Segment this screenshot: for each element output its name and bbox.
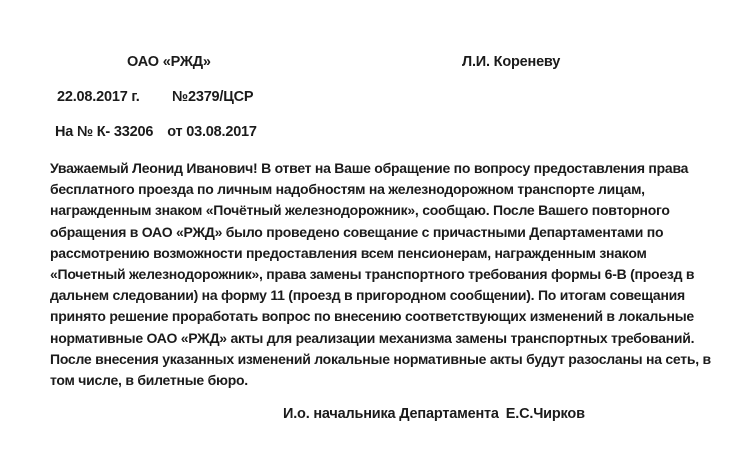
letter-body	[50, 158, 711, 391]
reference-date: от 03.08.2017	[167, 124, 257, 140]
body-line: Уважаемый Леонид Иванович! В ответ на Ваше обращение по вопросу предоставления права	[50, 160, 689, 176]
body-line: рассмотрению возможности предоставления всем пенсионерам, награжденным знаком	[50, 244, 647, 261]
reference-number: На № К- 33206	[55, 124, 154, 140]
signature-title: И.о. начальника Департамента	[283, 406, 499, 422]
addressee-org: ОАО «РЖД»	[127, 54, 211, 70]
body-line: том числе, в билетные бюро.	[50, 371, 248, 388]
body-line: После внесения указанных изменений локальные нормативные акты будут разосланы на сеть, в	[50, 350, 711, 367]
outgoing-date: 22.08.2017 г.	[57, 89, 140, 105]
body-line: награжденным знаком «Почётный железнодорожник», сообщаю. После Вашего повторного	[50, 202, 670, 219]
signature-line	[283, 407, 585, 422]
body-line: принято решение проработать вопрос по внесению соответствующих изменений в локальные	[50, 308, 694, 325]
reference-line	[55, 125, 257, 140]
body-line: бесплатного проезда по личным надобностям на железнодорожном транспорте лицам,	[50, 181, 645, 198]
body-line: «Почетный железнодорожник», права замены транспортного требования формы 6-В (проезд в	[50, 265, 695, 282]
body-line: дальнем следовании) на форму 11 (проезд в пригородном сообщении). По итогам совещания	[50, 287, 685, 304]
outgoing-number: №2379/ЦСР	[172, 89, 254, 105]
signature-name: Е.С.Чирков	[505, 406, 585, 422]
addressee-name: Л.И. Кореневу	[462, 54, 561, 70]
body-line: обращения в ОАО «РЖД» было проведено совещание с причастными Департаментами по	[50, 223, 664, 240]
body-line: нормативные ОАО «РЖД» акты для реализации механизма замены транспортных требований.	[50, 329, 695, 346]
